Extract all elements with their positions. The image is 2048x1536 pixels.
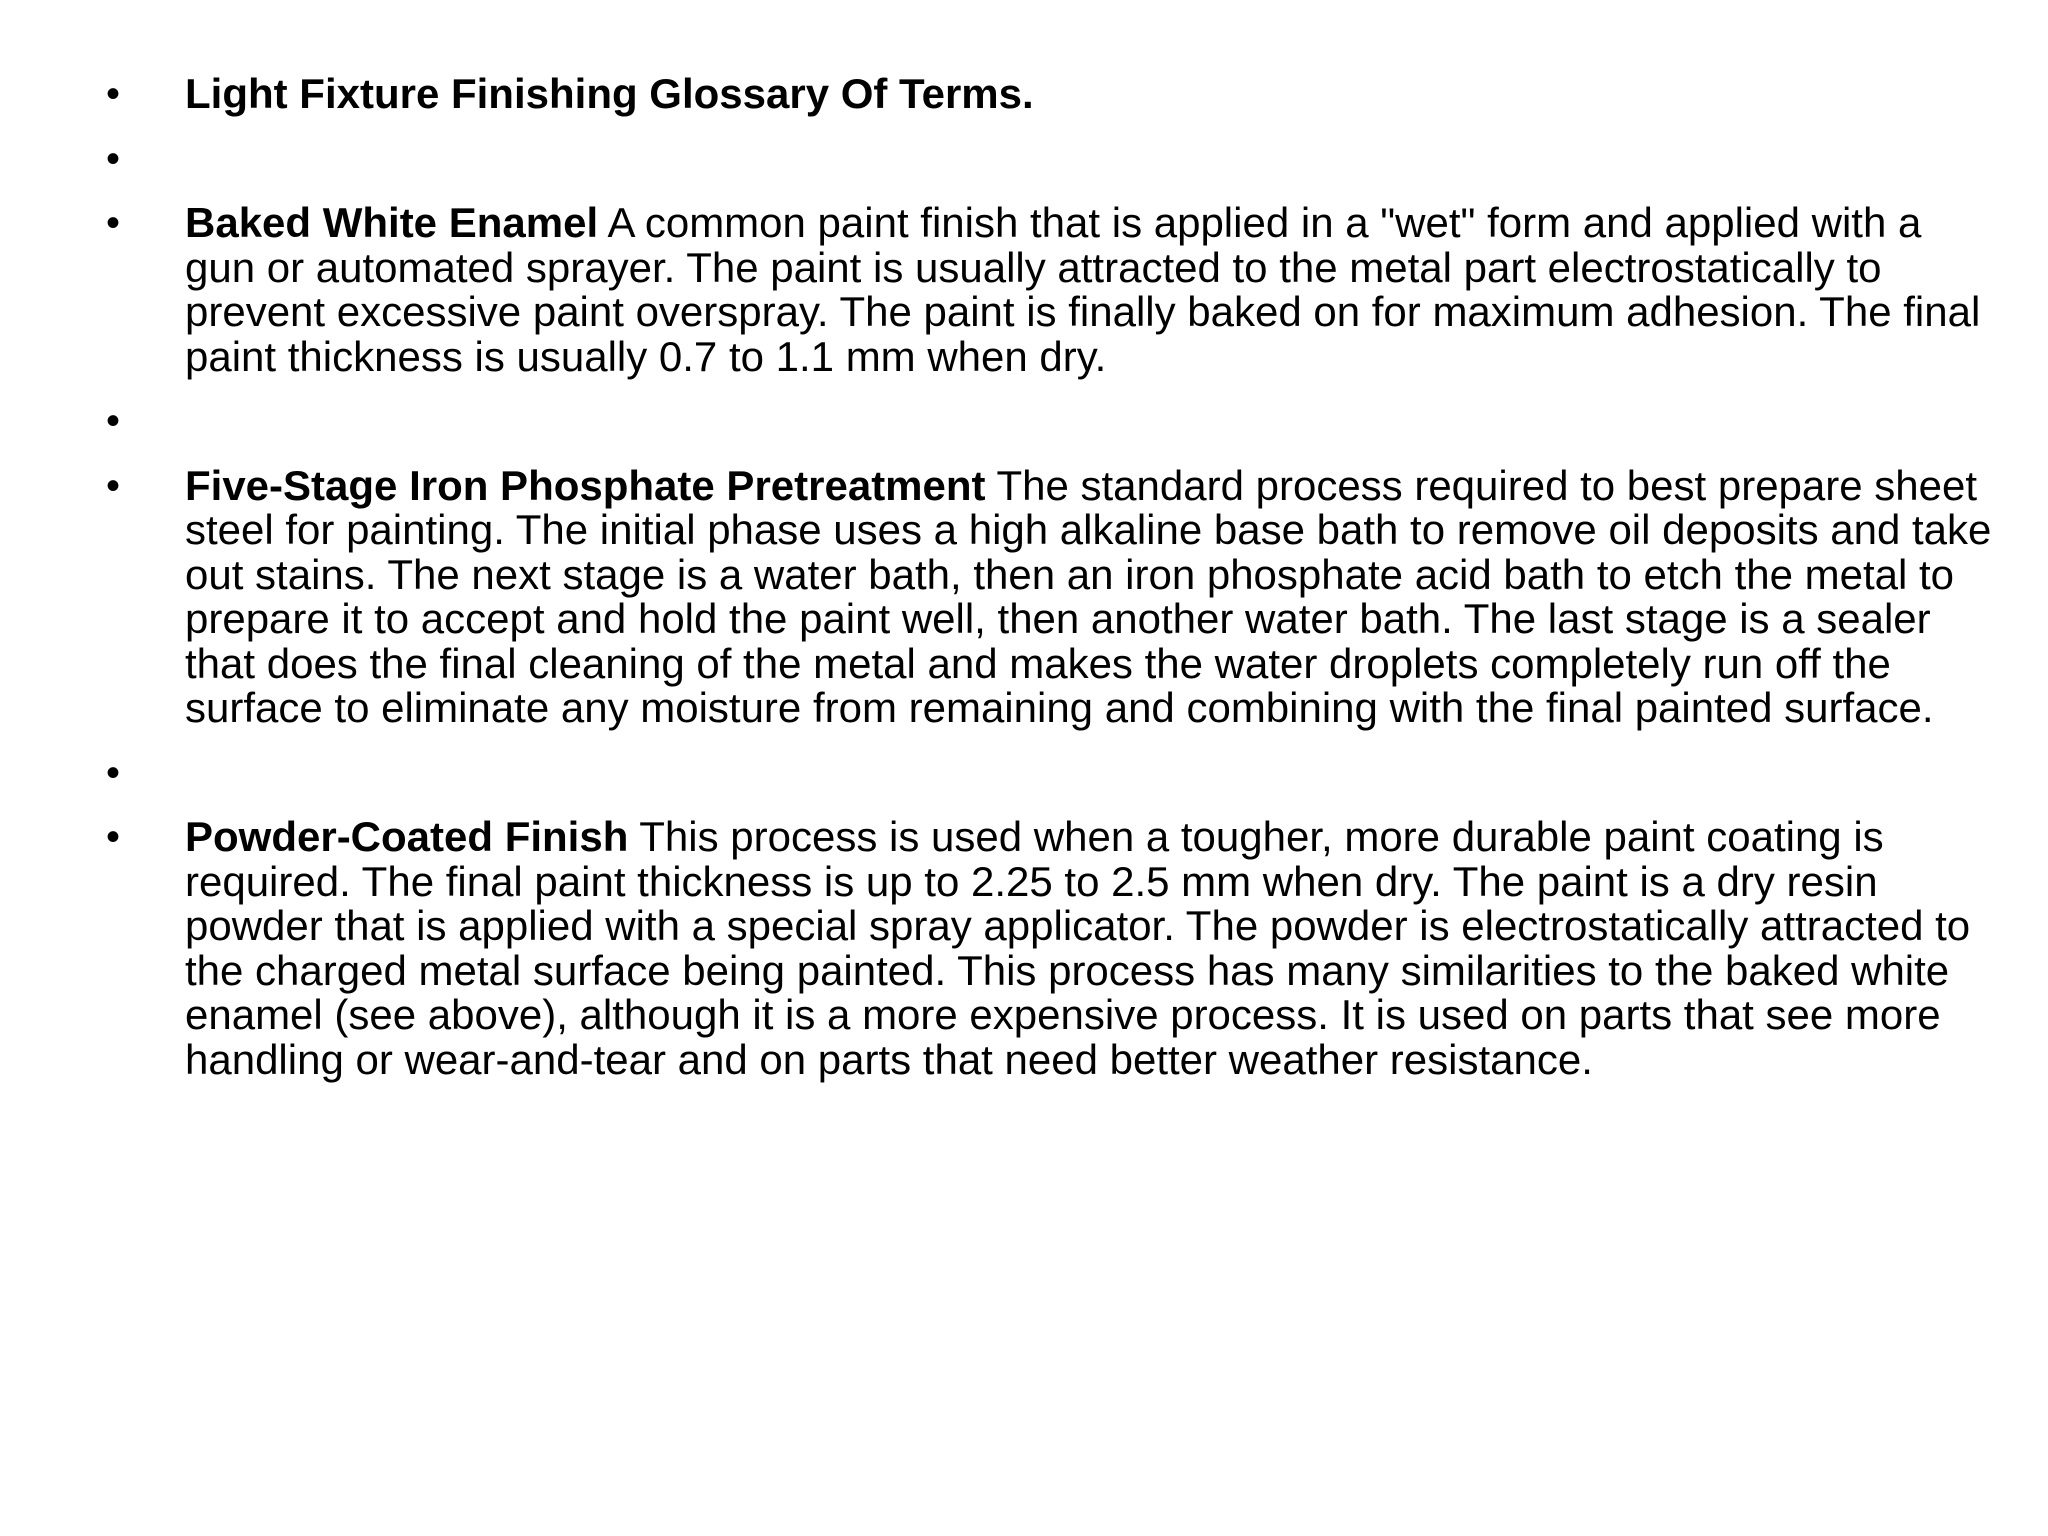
empty-bullet-item bbox=[106, 399, 1996, 444]
bullet-icon: • bbox=[106, 201, 121, 245]
glossary-term: Five-Stage Iron Phosphate Pretreatment bbox=[185, 461, 986, 509]
bullet-icon: • bbox=[106, 750, 121, 795]
glossary-entry-five-stage-pretreatment bbox=[106, 461, 1996, 731]
glossary-definition: A common paint finish that is applied in a "wet" form and applied with a gun or automated sprayer. The paint is usually attracted to the metal part electrostatically to prevent excessive paint overspray. The paint is finally baked on for maximum adhesion. The final paint thickness is usually 0.7 to 1.1 mm when dry. bbox=[185, 199, 1981, 380]
glossary-entry-baked-white-enamel bbox=[106, 201, 1996, 379]
glossary-definition: This process is used when a tougher, more durable paint coating is required. The final paint thickness is up to 2.25 to 2.5 mm when dry. The paint is a dry resin powder that is applied with a special spray applicator. The powder is electrostatically attracted to the charged metal surface being painted. This process has many similarities to the baked white enamel (see above), although it is a more expensive process. It is used on parts that see more handling or wear-and-tear and on parts that need better weather resistance. bbox=[185, 813, 1971, 1083]
empty-bullet-item bbox=[106, 137, 1996, 182]
bullet-icon: • bbox=[106, 815, 121, 859]
glossary-term: Powder-Coated Finish bbox=[185, 813, 629, 860]
bullet-icon: • bbox=[106, 72, 121, 116]
bullet-icon: • bbox=[106, 399, 121, 443]
empty-bullet-item bbox=[106, 751, 1996, 796]
bullet-icon: • bbox=[106, 463, 121, 508]
glossary-definition: The standard process required to best prepare sheet steel for painting. The initial phase uses a high alkaline base bath to remove oil deposits and take out stains. The next stage is a water bath, then an iron phosphate acid bath to etch the metal to prepare it to accept and hold the paint well, then another water bath. The last stage is a sealer that does the final cleaning of the metal and makes the water droplets completely run off the surface to eliminate any moisture from remaining and combining with the final painted surface. bbox=[185, 461, 1992, 731]
glossary-entry-powder-coated-finish bbox=[106, 815, 1996, 1082]
glossary-title: Light Fixture Finishing Glossary Of Terms. bbox=[185, 70, 1034, 117]
glossary-term: Baked White Enamel bbox=[185, 199, 599, 246]
glossary-list bbox=[106, 72, 1996, 1102]
glossary-title-item bbox=[106, 72, 1996, 117]
bullet-icon: • bbox=[106, 136, 121, 181]
